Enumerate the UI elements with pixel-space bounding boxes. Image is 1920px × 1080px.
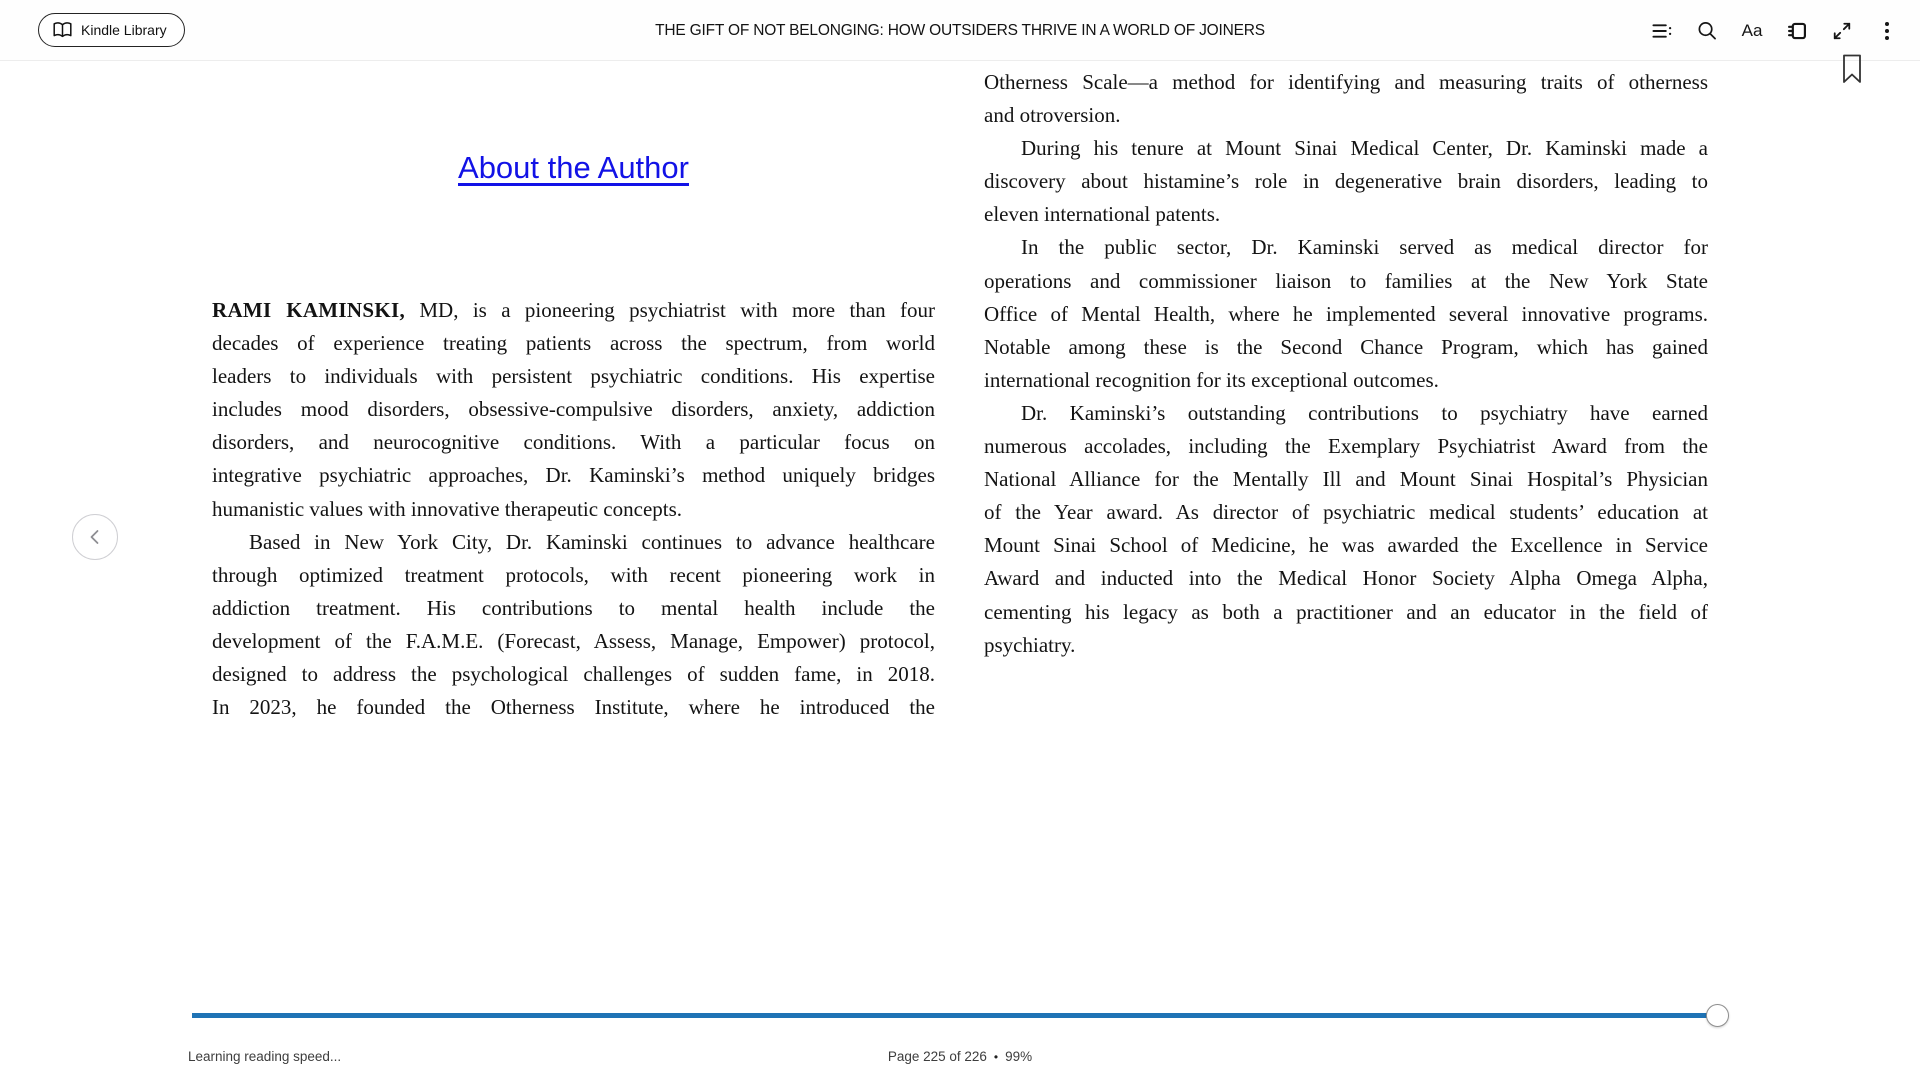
reading-progress-bar[interactable] <box>192 1013 1718 1018</box>
text-line: Based in New York City, Dr. Kaminski continues to advance healthcare <box>249 529 935 554</box>
text-line: addiction treatment. His contributions to mental health include the <box>212 595 935 620</box>
text-column-left <box>212 294 935 724</box>
chapter-heading-link[interactable]: About the Author <box>458 150 689 185</box>
typography-label: Aa <box>1741 20 1763 40</box>
text-line: psychiatry. <box>984 632 1076 657</box>
reading-speed-status: Learning reading speed... <box>188 1049 342 1064</box>
text-line: eleven international patents. <box>984 202 1221 227</box>
book-title: THE GIFT OF NOT BELONGING: HOW OUTSIDERS THRIVE IN A WORLD OF JOINERS <box>655 21 1265 39</box>
text-line: international recognition for its exceptional outcomes. <box>984 367 1439 392</box>
text-line: National Alliance for the Mentally Ill and Mount Sinai Hospital’s Physician <box>984 467 1708 492</box>
text-line: integrative psychiatric approaches, Dr. Kaminski’s method uniquely bridges <box>212 463 935 488</box>
text-line: Otherness Scale—a method for identifying and measuring traits of otherness <box>984 70 1708 94</box>
text-line: of the Year award. As director of psychiatric medical students’ education at <box>984 500 1708 525</box>
overflow-menu-icon[interactable] <box>1877 20 1897 42</box>
text-line: In the public sector, Dr. Kaminski served as medical director for <box>1021 235 1708 260</box>
text-line: humanistic values with innovative therapeutic concepts. <box>212 496 683 521</box>
text-line: decades of experience treating patients across the spectrum, from world <box>212 331 935 356</box>
text-line: RAMI KAMINSKI, MD, is a pioneering psychiatrist with more than four <box>212 298 935 322</box>
text-line: Mount Sinai School of Medicine, he was awarded the Excellence in Service <box>984 533 1708 558</box>
text-line: Notable among these is the Second Chance Program, which has gained <box>984 334 1708 359</box>
page-layout-icon[interactable] <box>1787 20 1807 42</box>
text-line: discovery about histamine’s role in degenerative brain disorders, leading to <box>984 169 1708 194</box>
search-icon[interactable] <box>1697 20 1717 42</box>
typography-settings-icon[interactable] <box>1742 20 1762 42</box>
toolbar-icons <box>1652 0 1897 61</box>
chevron-left-icon <box>86 528 104 546</box>
text-line: designed to address the psychological challenges of sudden fame, in 2018. <box>212 662 935 687</box>
fullscreen-icon[interactable] <box>1832 20 1852 42</box>
text-line: leaders to individuals with persistent psychiatric conditions. His expertise <box>212 364 935 389</box>
text-line: Award and inducted into the Medical Honor Society Alpha Omega Alpha, <box>984 566 1708 591</box>
text-line: cementing his legacy as both a practitioner and an educator in the field of <box>984 599 1708 624</box>
previous-page-button[interactable] <box>72 514 118 560</box>
text-line: numerous accolades, including the Exemplary Psychiatrist Award from the <box>984 434 1708 459</box>
bookmark-icon[interactable] <box>1842 54 1862 84</box>
text-column-right <box>984 66 1708 662</box>
text-line: Dr. Kaminski’s outstanding contributions to psychiatry have earned <box>1021 400 1708 425</box>
page-label: Page 225 of 226 <box>887 1049 987 1064</box>
text-line: operations and commissioner liaison to families at the New York State <box>984 268 1708 293</box>
separator-dot: • <box>993 1050 999 1064</box>
top-toolbar <box>0 0 1920 61</box>
text-line: In 2023, he founded the Otherness Institute, where he introduced the <box>212 695 935 720</box>
table-of-contents-icon[interactable] <box>1652 20 1672 42</box>
text-line: development of the F.A.M.E. (Forecast, Assess, Manage, Empower) protocol, <box>212 628 935 653</box>
progress-slider-knob[interactable] <box>1706 1004 1729 1027</box>
text-line: includes mood disorders, obsessive-compulsive disorders, anxiety, addiction <box>212 397 935 422</box>
text-line: disorders, and neurocognitive conditions. With a particular focus on <box>212 430 935 455</box>
percent-label: 99% <box>1005 1049 1033 1064</box>
page-position-info <box>0 1049 1920 1064</box>
text-line: Office of Mental Health, where he implemented several innovative programs. <box>984 301 1708 326</box>
text-line: through optimized treatment protocols, with recent pioneering work in <box>212 562 935 587</box>
text-line: During his tenure at Mount Sinai Medical Center, Dr. Kaminski made a <box>1021 136 1708 161</box>
kindle-library-label: Kindle Library <box>81 22 167 38</box>
text-line: and otroversion. <box>984 103 1121 128</box>
